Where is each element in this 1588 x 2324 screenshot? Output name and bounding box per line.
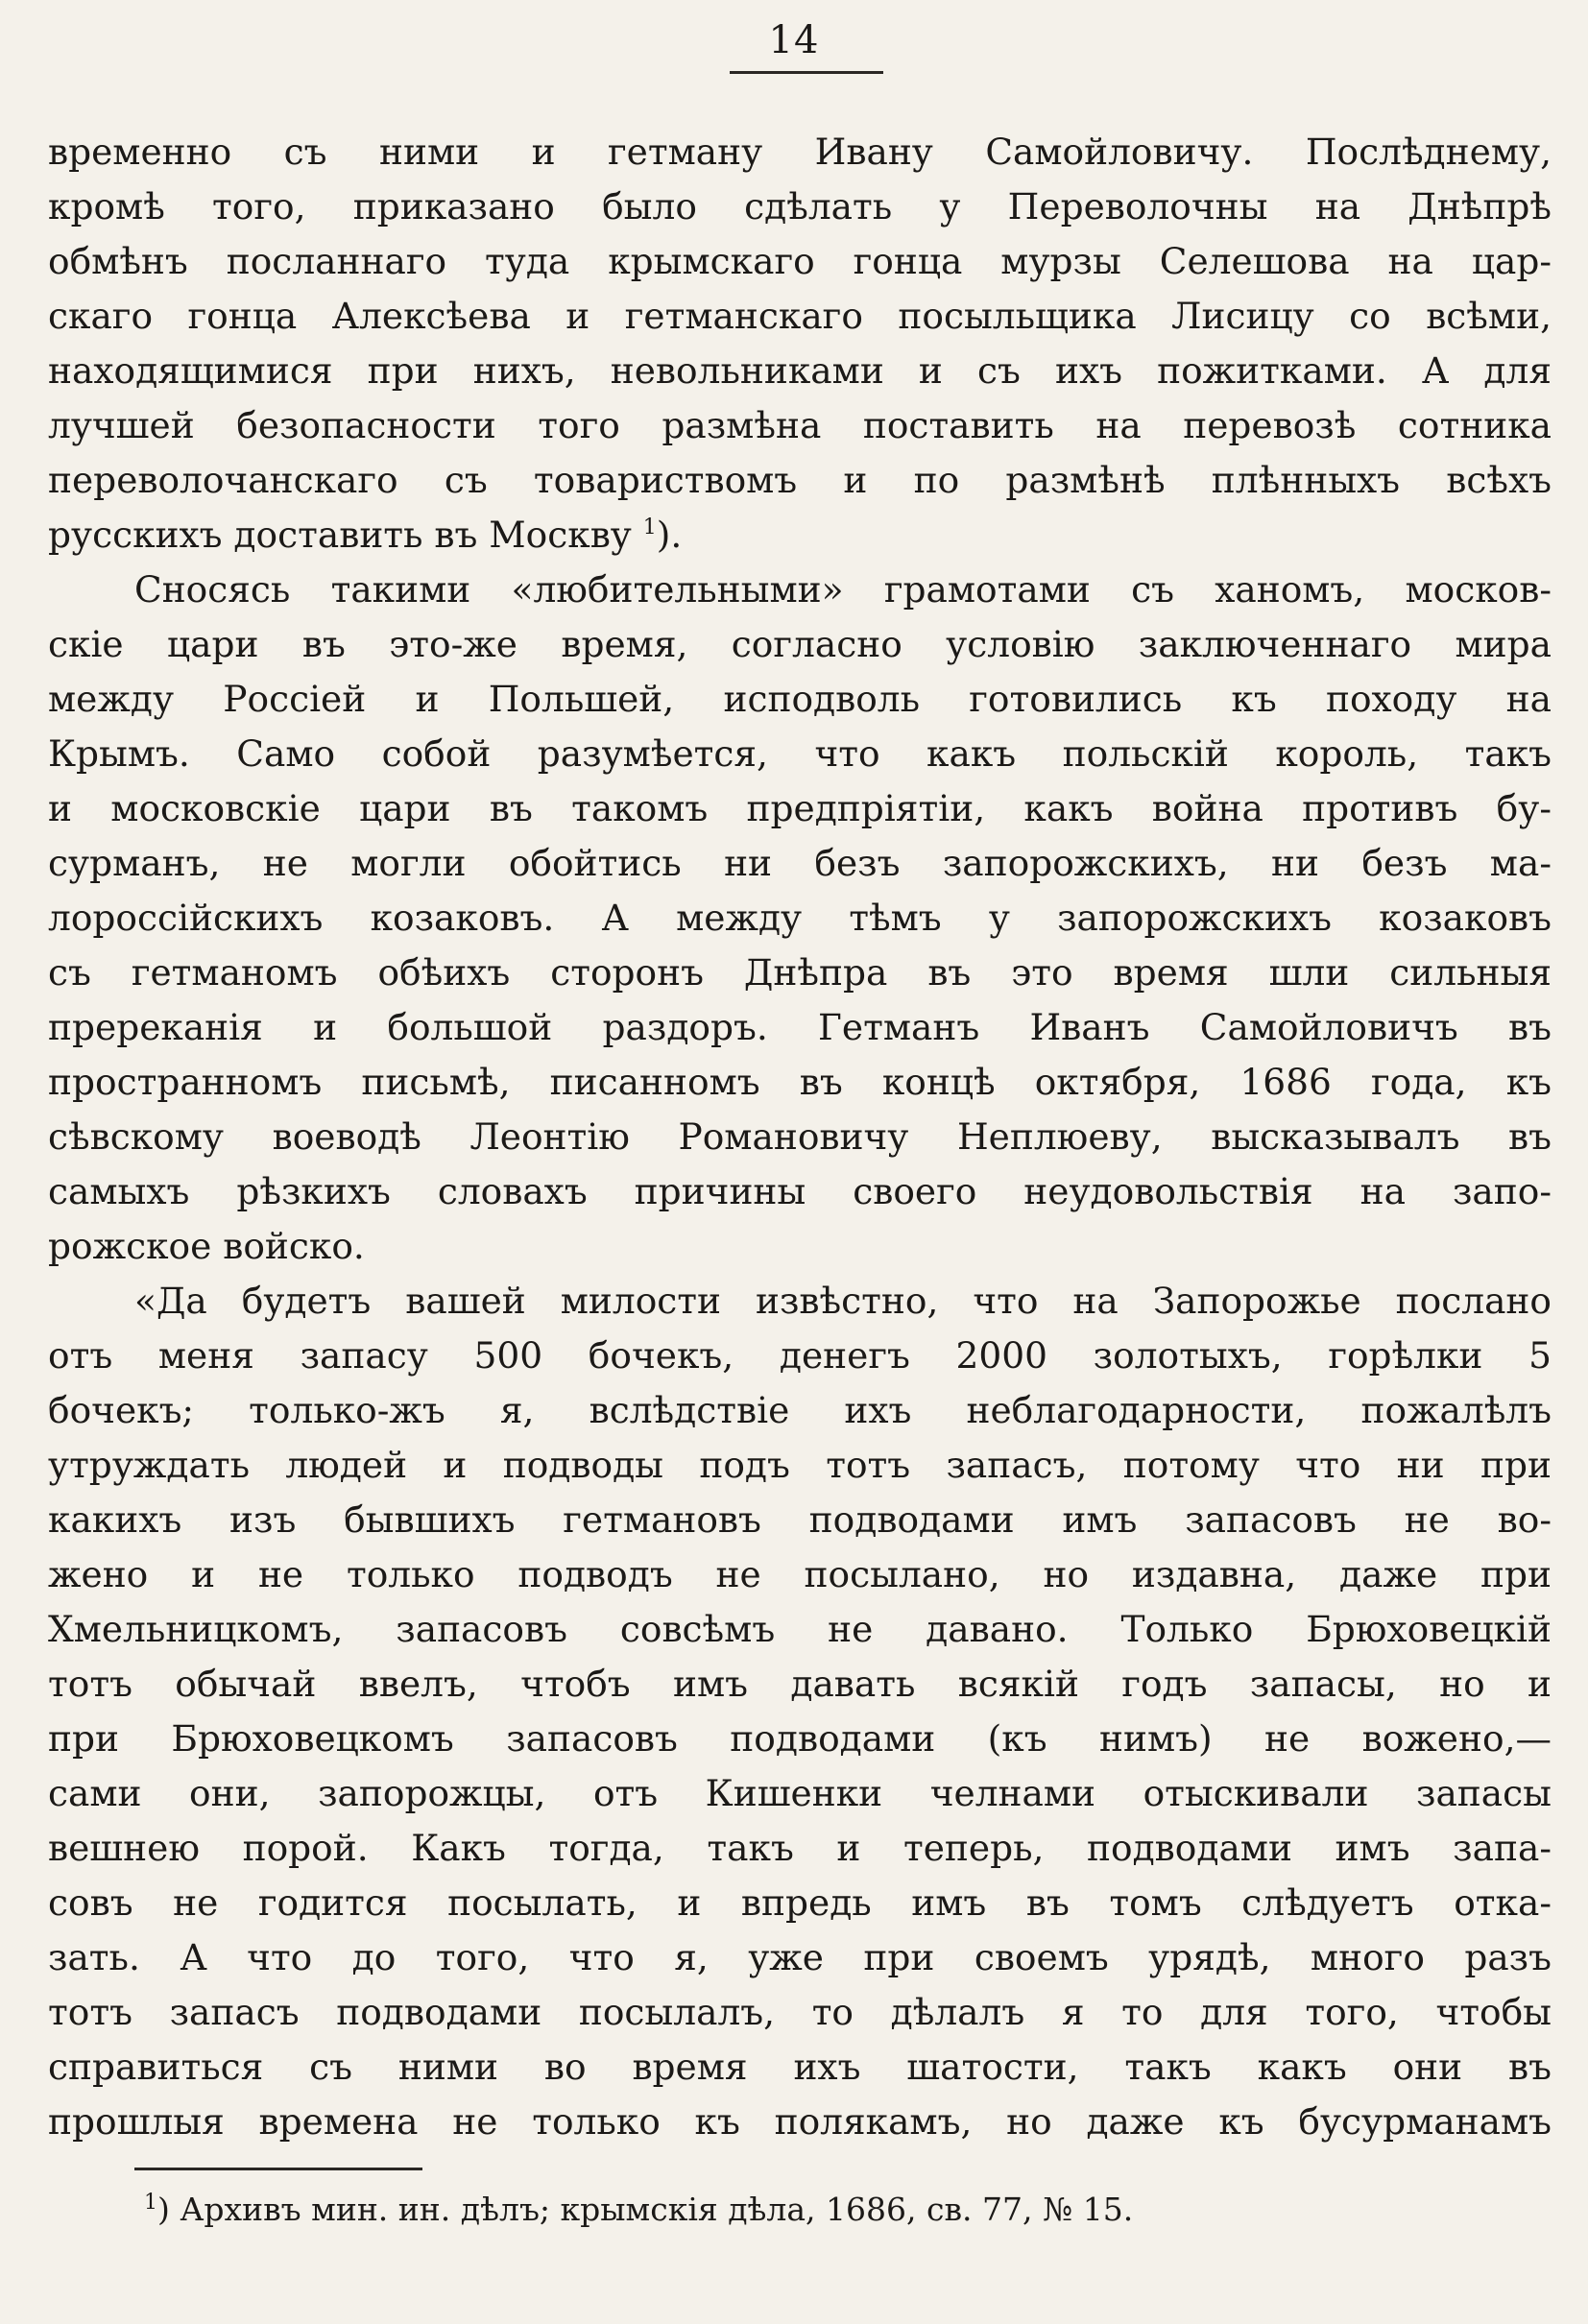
text-line: совъ не годится посылать, и впредь имъ въ томъ слѣдуетъ отка- (48, 1881, 1552, 1924)
text-line: прошлыя времена не только къ полякамъ, но даже къ бусурманамъ (48, 2100, 1552, 2143)
text-line: пререканія и большой раздоръ. Гетманъ Иванъ Самойловичъ въ (48, 1006, 1552, 1048)
text-line: переволочанскаго съ товариствомъ и по размѣнѣ плѣнныхъ всѣхъ (48, 459, 1552, 501)
footnote (144, 2187, 1133, 2233)
text-line: съ гетманомъ обѣихъ сторонъ Днѣпра въ это время шли сильныя (48, 951, 1552, 994)
body-text (48, 125, 1552, 2149)
text-line: при Брюховецкомъ запасовъ подводами (къ нимъ) не вожено,— (48, 1717, 1552, 1760)
paragraph-first-line: «Да будетъ вашей милости извѣстно, что на Запорожье послано (134, 1280, 1552, 1322)
text-line: сами они, запорожцы, отъ Кишенки челнами отыскивали запасы (48, 1772, 1552, 1814)
text-line: тотъ запасъ подводами посылалъ, то дѣлалъ я то для того, чтобы (48, 1991, 1552, 2033)
text-line: скаго гонца Алексѣева и гетманскаго посыльщика Лисицу со всѣми, (48, 295, 1552, 337)
footnote-text: ) Архивъ мин. ин. дѣлъ; крымскія дѣла, 1686, св. 77, № 15. (157, 2191, 1134, 2228)
text-line: лороссійскихъ козаковъ. А между тѣмъ у запорожскихъ козаковъ (48, 897, 1552, 939)
text-line: зать. А что до того, что я, уже при своемъ урядѣ, много разъ (48, 1936, 1552, 1978)
text-line: и московскіе цари въ такомъ предпріятіи, какъ война противъ бу- (48, 787, 1552, 829)
text-line: рожское войско. (48, 1225, 365, 1267)
text-line-with-note (48, 508, 1552, 563)
text-line: сѣвскому воеводѣ Леонтію Романовичу Неплюеву, высказывалъ въ (48, 1115, 1552, 1158)
text-line: Хмельницкомъ, запасовъ совсѣмъ не давано. Только Брюховецкій (48, 1608, 1552, 1650)
text-line: утруждать людей и подводы подъ тотъ запасъ, потому что ни при (48, 1444, 1552, 1486)
footnote-marker: 1 (144, 2191, 157, 2215)
text-line: находящимися при нихъ, невольниками и съ ихъ пожитками. А для (48, 349, 1552, 392)
text-line: обмѣнъ посланнаго туда крымскаго гонца мурзы Селешова на цар- (48, 240, 1552, 282)
text-line: временно съ ними и гетману Ивану Самойловичу. Послѣднему, (48, 131, 1552, 173)
text-line: Крымъ. Само собой разумѣется, что какъ польскій король, такъ (48, 732, 1552, 775)
page-number: 14 (768, 18, 820, 62)
footnote-rule (134, 2168, 422, 2170)
header-rule (730, 71, 883, 74)
text-line: отъ меня запасу 500 бочекъ, денегъ 2000 золотыхъ, горѣлки 5 (48, 1334, 1552, 1377)
text-line: вешнею порой. Какъ тогда, такъ и теперь, подводами имъ запа- (48, 1827, 1552, 1869)
text-line: самыхъ рѣзкихъ словахъ причины своего неудовольствія на запо- (48, 1170, 1552, 1212)
text-line: лучшей безопасности того размѣна поставить на перевозѣ сотника (48, 404, 1552, 446)
text-line: сурманъ, не могли обойтись ни безъ запорожскихъ, ни безъ ма- (48, 842, 1552, 884)
text-line: скіе цари въ это-же время, согласно условію заключеннаго мира (48, 623, 1552, 665)
text-line: тотъ обычай ввелъ, чтобъ имъ давать всякій годъ запасы, но и (48, 1663, 1552, 1705)
text-line: справиться съ ними во время ихъ шатости, такъ какъ они въ (48, 2046, 1552, 2088)
line-tail: ). (656, 514, 683, 556)
text-line: жено и не только подводъ не посылано, но издавна, даже при (48, 1553, 1552, 1595)
footnote-reference: 1 (642, 515, 657, 539)
text-line: какихъ изъ бывшихъ гетмановъ подводами имъ запасовъ не во- (48, 1498, 1552, 1541)
text-line: пространномъ письмѣ, писанномъ въ концѣ октября, 1686 года, къ (48, 1061, 1552, 1103)
text-line: кромѣ того, приказано было сдѣлать у Переволочны на Днѣпрѣ (48, 185, 1552, 228)
text-line: бочекъ; только-жъ я, вслѣдствіе ихъ неблагодарности, пожалѣлъ (48, 1389, 1552, 1431)
line-text: русскихъ доставить въ Москву (48, 514, 632, 556)
paragraph-first-line: Сносясь такими «любительными» грамотами съ ханомъ, москов- (134, 568, 1552, 611)
text-line: между Россіей и Польшей, исподволь готовились къ походу на (48, 678, 1552, 720)
